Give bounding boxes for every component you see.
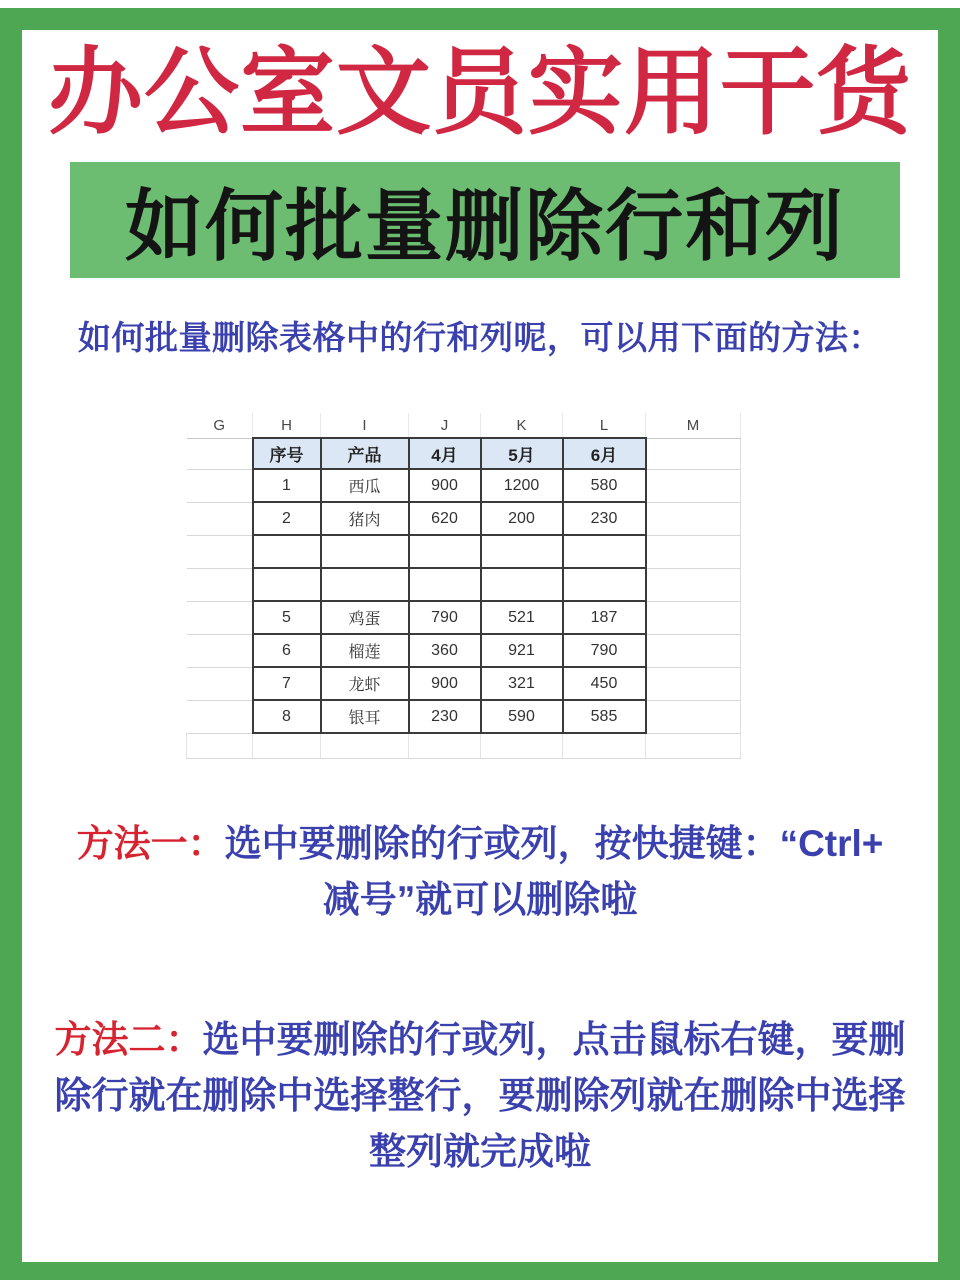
empty-cell	[646, 634, 741, 667]
empty-cell	[646, 601, 741, 634]
table-cell: 590	[481, 700, 563, 733]
table-cell	[321, 535, 409, 568]
table-row	[187, 634, 741, 667]
table-cell: 790	[563, 634, 646, 667]
table-cell: 900	[409, 667, 481, 700]
method-one-line: 减号”就可以删除啦	[322, 879, 638, 920]
table-cell: 790	[409, 601, 481, 634]
table-row	[187, 502, 741, 535]
table-cell: 西瓜	[321, 469, 409, 502]
empty-cell	[187, 601, 253, 634]
table-cell: 230	[563, 502, 646, 535]
intro-text: 如何批量删除表格中的行和列呢，可以用下面的方法：	[78, 319, 882, 356]
column-letter: M	[646, 413, 741, 438]
header-cell: 4月	[409, 438, 481, 469]
method-two-label: 方法二：	[54, 1019, 203, 1060]
table-cell: 450	[563, 667, 646, 700]
table-cell	[481, 568, 563, 601]
spreadsheet-screenshot	[186, 413, 741, 759]
empty-cell	[646, 667, 741, 700]
table-cell: 5	[253, 601, 321, 634]
method-two-line: 除行就在删除中选择整行，要删除列就在删除中选择	[54, 1075, 906, 1116]
table-cell	[563, 568, 646, 601]
empty-cell	[409, 733, 481, 759]
column-letters-row	[187, 413, 741, 438]
column-letter: J	[409, 413, 481, 438]
table-cell	[409, 535, 481, 568]
subtitle-text: 如何批量删除行和列	[124, 182, 845, 270]
table-row	[187, 601, 741, 634]
table-row	[187, 568, 741, 601]
table-cell: 1	[253, 469, 321, 502]
table-cell: 龙虾	[321, 667, 409, 700]
table-cell: 360	[409, 634, 481, 667]
method-one-label: 方法一：	[76, 823, 225, 864]
table-cell: 321	[481, 667, 563, 700]
table-cell	[253, 568, 321, 601]
green-frame	[0, 8, 960, 1280]
subtitle-banner	[70, 162, 900, 278]
table-cell: 187	[563, 601, 646, 634]
table-cell: 猪肉	[321, 502, 409, 535]
empty-cell	[563, 733, 646, 759]
empty-cell	[481, 733, 563, 759]
gridline-row	[187, 733, 741, 759]
empty-cell	[321, 733, 409, 759]
table-header-row	[187, 438, 741, 469]
method-two-text: 选中要删除的行或列，点击鼠标右键，要删	[202, 1019, 906, 1060]
column-letter: K	[481, 413, 563, 438]
table-cell: 榴莲	[321, 634, 409, 667]
table-cell	[481, 535, 563, 568]
table-cell: 银耳	[321, 700, 409, 733]
table-row	[187, 469, 741, 502]
empty-cell	[187, 469, 253, 502]
table-cell: 2	[253, 502, 321, 535]
table-cell: 900	[409, 469, 481, 502]
content-area	[22, 30, 938, 1262]
column-letter: H	[253, 413, 321, 438]
empty-cell	[187, 733, 253, 759]
empty-cell	[187, 502, 253, 535]
table-cell: 鸡蛋	[321, 601, 409, 634]
column-letter: I	[321, 413, 409, 438]
method-one-line	[22, 816, 938, 872]
empty-cell	[187, 634, 253, 667]
method-two	[22, 1012, 938, 1180]
table-cell: 8	[253, 700, 321, 733]
empty-cell	[187, 667, 253, 700]
empty-cell	[187, 700, 253, 733]
table-cell	[253, 535, 321, 568]
header-cell: 6月	[563, 438, 646, 469]
empty-cell	[187, 568, 253, 601]
table-cell: 620	[409, 502, 481, 535]
empty-cell	[646, 438, 741, 469]
empty-cell	[646, 535, 741, 568]
table-cell: 7	[253, 667, 321, 700]
empty-cell	[646, 469, 741, 502]
table-cell: 230	[409, 700, 481, 733]
empty-cell	[187, 535, 253, 568]
empty-cell	[646, 700, 741, 733]
table-row	[187, 667, 741, 700]
empty-cell	[253, 733, 321, 759]
table-cell	[321, 568, 409, 601]
table-cell: 921	[481, 634, 563, 667]
method-one	[22, 816, 938, 928]
method-two-line: 整列就完成啦	[369, 1131, 591, 1172]
table-cell	[563, 535, 646, 568]
empty-cell	[646, 502, 741, 535]
column-letter: L	[563, 413, 646, 438]
column-letter: G	[187, 413, 253, 438]
method-one-text: 选中要删除的行或列，按快捷键：“Ctrl+	[224, 823, 884, 864]
table-cell	[409, 568, 481, 601]
table-cell: 521	[481, 601, 563, 634]
table-row	[187, 535, 741, 568]
empty-cell	[187, 438, 253, 469]
spreadsheet-table	[186, 413, 741, 759]
table-cell: 200	[481, 502, 563, 535]
table-cell: 585	[563, 700, 646, 733]
method-two-line	[22, 1012, 938, 1068]
empty-cell	[646, 568, 741, 601]
table-cell: 1200	[481, 469, 563, 502]
table-row	[187, 700, 741, 733]
header-cell: 序号	[253, 438, 321, 469]
table-cell: 580	[563, 469, 646, 502]
empty-cell	[646, 733, 741, 759]
header-cell: 产品	[321, 438, 409, 469]
table-cell: 6	[253, 634, 321, 667]
page-title: 办公室文员实用干货	[47, 40, 912, 146]
header-cell: 5月	[481, 438, 563, 469]
